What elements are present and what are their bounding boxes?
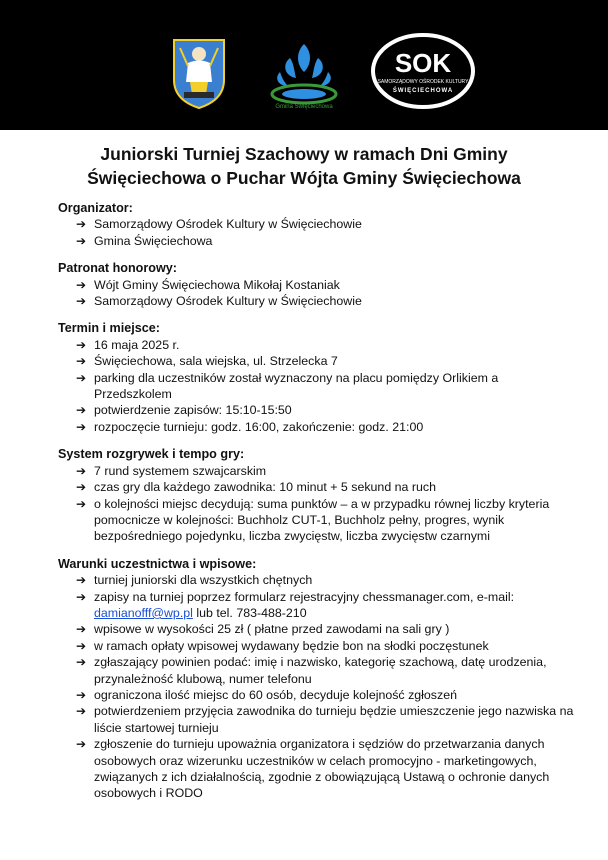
date-place-heading: Termin i miejsce: xyxy=(58,321,160,336)
arrow-icon: ➔ xyxy=(76,337,87,352)
list-item: ➔ zapisy na turniej poprzez formularz rejestracyjny chessmanager.com, e-mail: damianofff@wp.pl lub tel. 783-488-210 xyxy=(76,589,515,620)
list-item: ➔ ograniczona ilość miejsc do 60 osób, decyduje kolejność zgłoszeń xyxy=(76,687,457,702)
list-item: ➔ o kolejności miejsc decydują: suma punktów – a w przypadku równej liczby kryteria pomocnicze w kolejności: Buchholz CUT-1, Buchholz pełny, progres, wynik bezpośredniego pojedynku, liczba zwycięstw, liczba zwycięstw czarnymi xyxy=(76,496,550,544)
fountain-logo-text: Gmina Święciechowa xyxy=(275,104,333,110)
list-item: ➔ zgłaszający powinien podać: imię i nazwisko, kategorię szachową, datę urodzenia, przynależność klubową, numer telefonu xyxy=(76,655,547,686)
conditions-section xyxy=(58,556,578,802)
patronage-section xyxy=(58,260,578,309)
fountain-logo xyxy=(266,38,342,112)
arrow-icon: ➔ xyxy=(76,294,87,309)
list-item: ➔ 7 rund systemem szwajcarskim xyxy=(76,463,267,478)
title-line-1: Juniorski Turniej Szachowy w ramach Dni Gminy xyxy=(100,144,508,164)
organizer-heading: Organizator: xyxy=(58,201,133,215)
system-section xyxy=(58,446,578,544)
arrow-icon: ➔ xyxy=(76,354,87,369)
arrow-icon: ➔ xyxy=(76,687,87,702)
list-item: ➔ turniej juniorski dla wszystkich chętnych xyxy=(76,573,313,588)
arrow-icon: ➔ xyxy=(76,480,87,495)
arrow-icon: ➔ xyxy=(76,496,87,511)
arrow-icon: ➔ xyxy=(76,655,87,670)
list-item: ➔ Gmina Święciechowa xyxy=(76,233,213,248)
title-line-2: Święciechowa o Puchar Wójta Gminy Święciechowa xyxy=(87,168,521,188)
date-place-section xyxy=(58,320,578,435)
list-item: ➔ rozpoczęcie turnieju: godz. 16:00, zakończenie: godz. 21:00 xyxy=(76,419,424,434)
arrow-icon: ➔ xyxy=(76,370,87,385)
list-item: ➔ wpisowe w wysokości 25 zł ( płatne przed zawodami na sali gry ) xyxy=(76,622,450,637)
page-title xyxy=(40,142,568,190)
conditions-heading: Warunki uczestnictwa i wpisowe: xyxy=(58,556,257,571)
arrow-icon: ➔ xyxy=(76,638,87,653)
arrow-icon: ➔ xyxy=(76,573,87,588)
list-item: ➔ Samorządowy Ośrodek Kultury w Święciechowie xyxy=(76,294,362,309)
arrow-icon: ➔ xyxy=(76,217,87,232)
main-content xyxy=(58,200,578,813)
sok-logo-text: SOK xyxy=(394,48,452,78)
sok-logo-subtitle: SAMORZĄDOWY OŚRODEK KULTURY xyxy=(377,79,469,85)
organizer-section xyxy=(58,200,578,249)
arrow-icon: ➔ xyxy=(76,622,87,637)
list-item: ➔ zgłoszenie do turnieju upoważnia organizatora i sędziów do przetwarzania danych osobowych oraz wizerunku uczestników w celach promocyjno - marketingowych, związanych z ich działalnością, zgodnie z obowiązującą Ustawą o ochronie danych osobowych i RODO xyxy=(76,737,550,801)
arrow-icon: ➔ xyxy=(76,463,87,478)
system-heading: System rozgrywek i tempo gry: xyxy=(58,447,245,462)
list-item: ➔ Samorządowy Ośrodek Kultury w Święciechowie xyxy=(76,217,362,232)
arrow-icon: ➔ xyxy=(76,737,87,752)
list-item: ➔ potwierdzenie zapisów: 15:10-15:50 xyxy=(76,403,292,418)
list-item: ➔ Święciechowa, sala wiejska, ul. Strzelecka 7 xyxy=(76,354,338,369)
email-link[interactable]: damianofff@wp.pl xyxy=(94,605,193,620)
sok-logo-place: ŚWIĘCIECHOWA xyxy=(392,88,454,94)
sok-logo xyxy=(370,32,476,110)
list-item: ➔ 16 maja 2025 r. xyxy=(76,337,180,352)
arrow-icon: ➔ xyxy=(76,589,87,604)
header-band xyxy=(0,0,608,130)
list-item: ➔ czas gry dla każdego zawodnika: 10 minut + 5 sekund na ruch xyxy=(76,480,436,495)
patronage-heading: Patronat honorowy: xyxy=(58,261,177,276)
list-item: ➔ potwierdzeniem przyjęcia zawodnika do turnieju będzie umieszczenie jego nazwiska na liście startowej turnieju xyxy=(76,704,574,735)
arrow-icon: ➔ xyxy=(76,277,87,292)
arrow-icon: ➔ xyxy=(76,233,87,248)
arrow-icon: ➔ xyxy=(76,704,87,719)
arrow-icon: ➔ xyxy=(76,419,87,434)
coat-of-arms-logo xyxy=(170,36,228,110)
list-item: ➔ w ramach opłaty wpisowej wydawany będzie bon na słodki poczęstunek xyxy=(76,638,489,653)
arrow-icon: ➔ xyxy=(76,403,87,418)
list-item: ➔ Wójt Gminy Święciechowa Mikołaj Kostaniak xyxy=(76,277,340,292)
list-item: ➔ parking dla uczestników został wyznaczony na placu pomiędzy Orlikiem a Przedszkolem xyxy=(76,370,499,402)
